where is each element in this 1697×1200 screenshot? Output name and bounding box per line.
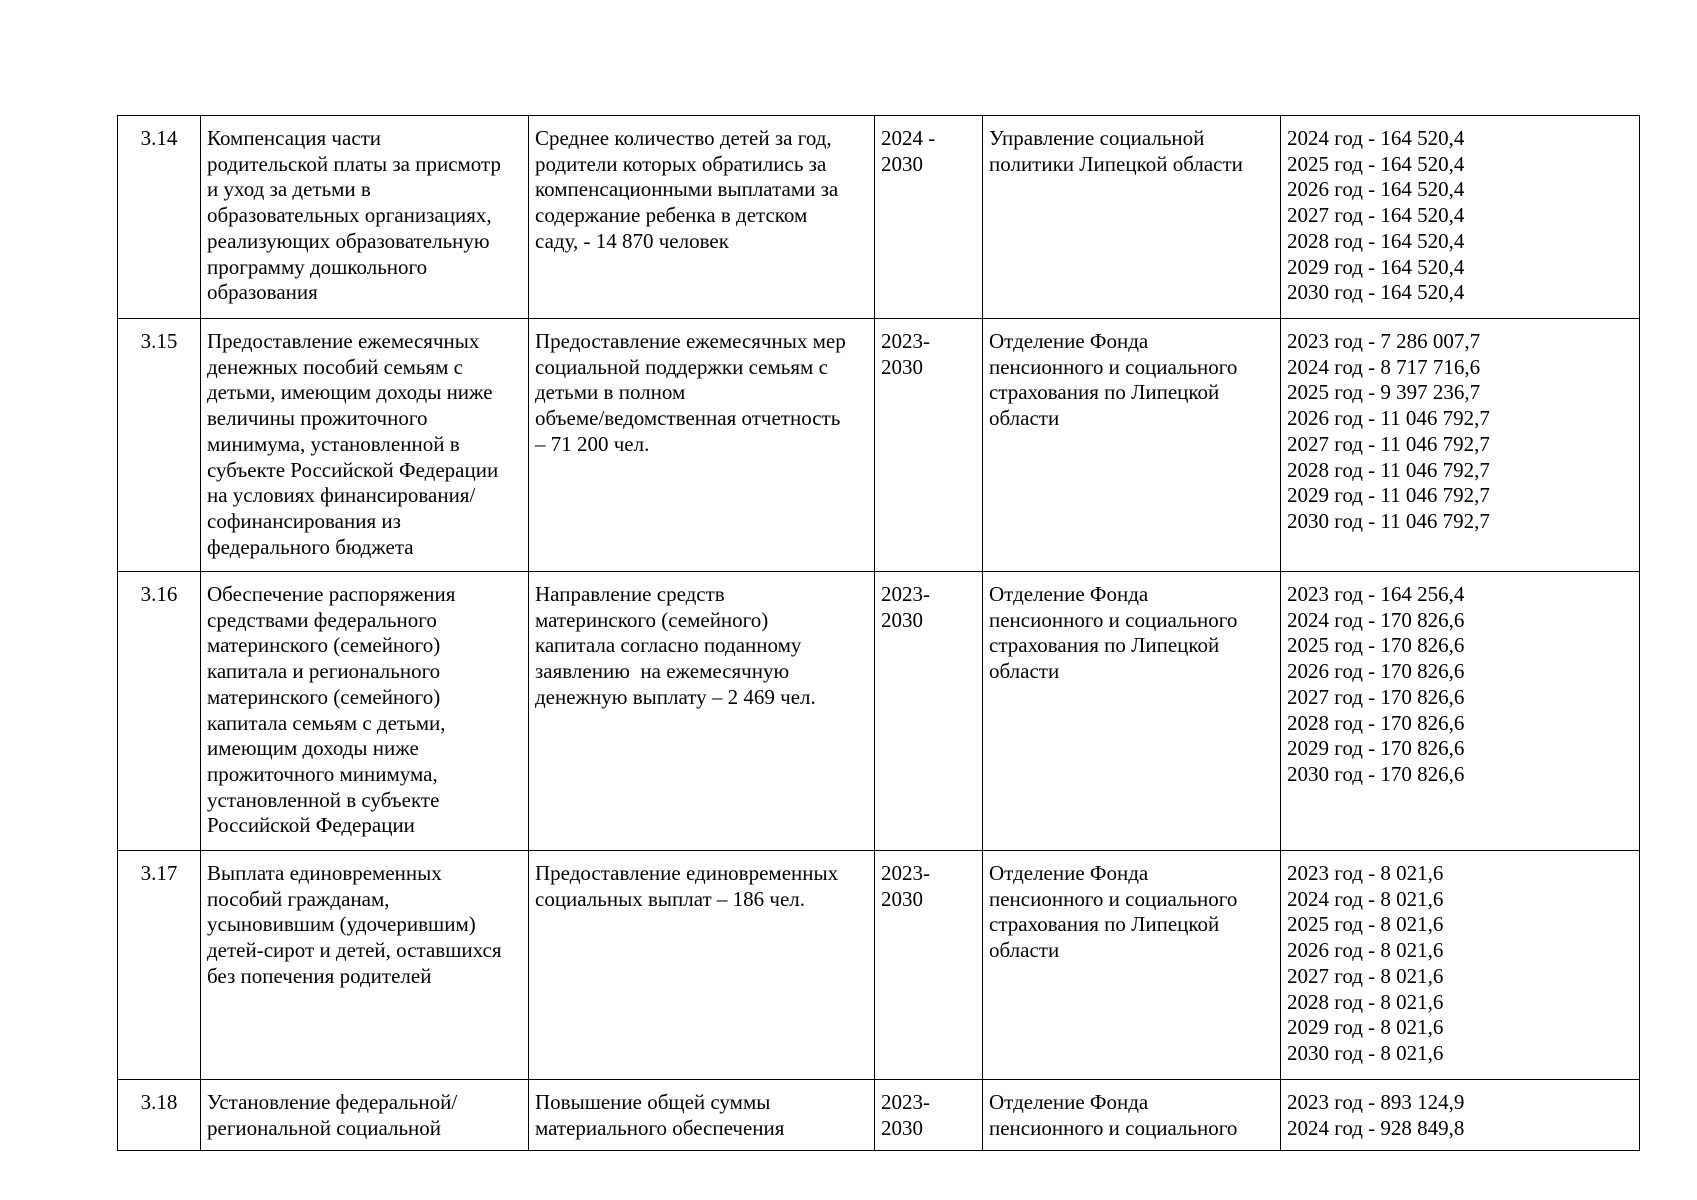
indicator-line: заявлению на ежемесячную — [535, 659, 790, 684]
measure-name-line: средствами федерального — [207, 607, 437, 632]
funding-line: 2023 год - 893 124,9 — [1287, 1090, 1465, 1114]
table-row — [118, 572, 1640, 851]
row-number-cell — [118, 851, 201, 1080]
period-line: 2030 — [881, 354, 923, 379]
measure-name-cell — [201, 851, 529, 1080]
measure-name-line: на условиях финансирования/ — [207, 483, 476, 508]
row-number: 3.15 — [140, 329, 178, 353]
measure-name-line: родительской платы за присмотр — [207, 151, 501, 176]
indicator-cell — [529, 319, 875, 572]
funding-line: 2024 год - 164 520,4 — [1287, 126, 1465, 150]
executor-line: Отделение Фонда — [989, 1090, 1149, 1114]
executor-line: области — [989, 938, 1060, 963]
measure-name-cell — [201, 572, 529, 851]
executor-line: Управление социальной — [989, 126, 1205, 150]
period-cell — [875, 851, 983, 1080]
measure-name-line: федерального бюджета — [207, 534, 414, 559]
funding-line: 2027 год - 164 520,4 — [1287, 203, 1465, 228]
funding-line: 2030 год - 11 046 792,7 — [1287, 508, 1490, 533]
measure-name-line: субъекте Российской Федерации — [207, 457, 499, 482]
indicator-line: социальных выплат – 186 чел. — [535, 886, 806, 911]
table-row — [118, 851, 1640, 1080]
measure-name-line: материнского (семейного) — [207, 684, 441, 709]
funding-line: 2029 год - 170 826,6 — [1287, 736, 1465, 761]
indicator-cell — [529, 116, 875, 319]
indicator-line: Повышение общей суммы — [535, 1090, 771, 1114]
row-number-cell — [118, 572, 201, 851]
executor-line: области — [989, 406, 1060, 431]
period-line: 2030 — [881, 1115, 923, 1140]
executor-cell — [983, 1080, 1281, 1151]
funding-line: 2027 год - 8 021,6 — [1287, 963, 1444, 988]
measure-name-line: установленной в субъекте — [207, 787, 440, 812]
row-number: 3.14 — [140, 126, 178, 150]
indicator-line: – 71 200 чел. — [535, 431, 650, 456]
period-line: 2023- — [881, 329, 930, 353]
measure-name-line: образования — [207, 280, 318, 305]
measure-name-line: Выплата единовременных — [207, 861, 442, 885]
row-number-cell — [118, 1080, 201, 1151]
row-number-cell — [118, 116, 201, 319]
measure-name-cell — [201, 319, 529, 572]
funding-line: 2029 год - 164 520,4 — [1287, 254, 1465, 279]
executor-line: политики Липецкой области — [989, 151, 1243, 176]
period-line: 2024 - — [881, 126, 936, 150]
measure-name-line: детьми, имеющим доходы ниже — [207, 380, 493, 405]
indicator-cell — [529, 851, 875, 1080]
measure-name-line: денежных пособий семьям с — [207, 354, 463, 379]
table-row — [118, 1080, 1640, 1151]
measure-name-line: софинансирования из — [207, 508, 401, 533]
funding-cell — [1281, 851, 1640, 1080]
measure-name-line: материнского (семейного) — [207, 633, 441, 658]
funding-line: 2023 год - 8 021,6 — [1287, 861, 1444, 885]
executor-line: страхования по Липецкой — [989, 633, 1220, 658]
table-row — [118, 319, 1640, 572]
indicator-line: родители которых обратились за — [535, 151, 827, 176]
row-number: 3.16 — [140, 582, 178, 606]
measure-name-line: Установление федеральной/ — [207, 1090, 458, 1114]
period-line: 2030 — [881, 151, 923, 176]
executor-line: пенсионного и социального — [989, 1115, 1238, 1140]
funding-line: 2030 год - 170 826,6 — [1287, 761, 1465, 786]
period-cell — [875, 572, 983, 851]
measure-name-line: и уход за детьми в — [207, 177, 371, 202]
measure-name-line: без попечения родителей — [207, 963, 432, 988]
measure-name-line: Предоставление ежемесячных — [207, 329, 480, 353]
indicator-line: денежную выплату – 2 469 чел. — [535, 684, 816, 709]
executor-cell — [983, 319, 1281, 572]
executor-cell — [983, 572, 1281, 851]
measure-name-line: минимума, установленной в — [207, 431, 460, 456]
funding-line: 2029 год - 11 046 792,7 — [1287, 483, 1490, 508]
row-number-cell — [118, 319, 201, 572]
indicator-line: материнского (семейного) — [535, 607, 769, 632]
period-line: 2030 — [881, 886, 923, 911]
period-line: 2023- — [881, 861, 930, 885]
funding-line: 2028 год - 164 520,4 — [1287, 228, 1465, 253]
funding-line: 2024 год - 170 826,6 — [1287, 607, 1465, 632]
executor-line: Отделение Фонда — [989, 329, 1149, 353]
indicator-line: Предоставление ежемесячных мер — [535, 329, 846, 353]
period-cell — [875, 116, 983, 319]
funding-line: 2029 год - 8 021,6 — [1287, 1015, 1444, 1040]
measure-name-line: региональной социальной — [207, 1115, 442, 1140]
funding-line: 2026 год - 8 021,6 — [1287, 938, 1444, 963]
measure-name-line: детей-сирот и детей, оставшихся — [207, 938, 502, 963]
funding-line: 2025 год - 9 397 236,7 — [1287, 380, 1481, 405]
indicator-line: объеме/ведомственная отчетность — [535, 406, 841, 431]
funding-cell — [1281, 1080, 1640, 1151]
funding-line: 2025 год - 164 520,4 — [1287, 151, 1465, 176]
measure-name-line: программу дошкольного — [207, 254, 428, 279]
indicator-line: компенсационными выплатами за — [535, 177, 839, 202]
funding-line: 2024 год - 8 021,6 — [1287, 886, 1444, 911]
indicator-line: капитала согласно поданному — [535, 633, 802, 658]
indicator-line: Среднее количество детей за год, — [535, 126, 832, 150]
executor-line: области — [989, 659, 1060, 684]
indicator-line: Предоставление единовременных — [535, 861, 839, 885]
funding-cell — [1281, 319, 1640, 572]
period-line: 2023- — [881, 582, 930, 606]
measure-name-line: усыновившим (удочерившим) — [207, 912, 476, 937]
measure-name-cell — [201, 1080, 529, 1151]
funding-line: 2030 год - 8 021,6 — [1287, 1040, 1444, 1065]
measure-name-line: величины прожиточного — [207, 406, 428, 431]
executor-cell — [983, 116, 1281, 319]
indicator-line: Направление средств — [535, 582, 725, 606]
period-cell — [875, 319, 983, 572]
measure-name-line: образовательных организациях, — [207, 203, 492, 228]
funding-line: 2024 год - 8 717 716,6 — [1287, 354, 1481, 379]
measure-name-cell — [201, 116, 529, 319]
funding-cell — [1281, 572, 1640, 851]
indicator-line: содержание ребенка в детском — [535, 203, 808, 228]
indicator-line: саду, - 14 870 человек — [535, 228, 729, 253]
period-cell — [875, 1080, 983, 1151]
funding-line: 2023 год - 164 256,4 — [1287, 582, 1465, 606]
measure-name-line: капитала семьям с детьми, — [207, 710, 446, 735]
funding-line: 2028 год - 8 021,6 — [1287, 989, 1444, 1014]
funding-line: 2026 год - 11 046 792,7 — [1287, 406, 1490, 431]
funding-line: 2026 год - 170 826,6 — [1287, 659, 1465, 684]
measure-name-line: реализующих образовательную — [207, 228, 490, 253]
indicator-line: социальной поддержки семьям с — [535, 354, 828, 379]
funding-line: 2028 год - 11 046 792,7 — [1287, 457, 1490, 482]
executor-line: пенсионного и социального — [989, 886, 1238, 911]
measure-name-line: Компенсация части — [207, 126, 382, 150]
period-line: 2023- — [881, 1090, 930, 1114]
funding-line: 2025 год - 8 021,6 — [1287, 912, 1444, 937]
executor-line: пенсионного и социального — [989, 354, 1238, 379]
funding-line: 2030 год - 164 520,4 — [1287, 280, 1465, 305]
executor-line: Отделение Фонда — [989, 582, 1149, 606]
executor-cell — [983, 851, 1281, 1080]
funding-cell — [1281, 116, 1640, 319]
measure-name-line: пособий гражданам, — [207, 886, 390, 911]
funding-line: 2026 год - 164 520,4 — [1287, 177, 1465, 202]
indicator-cell — [529, 572, 875, 851]
measure-name-line: Обеспечение распоряжения — [207, 582, 456, 606]
measure-name-line: прожиточного минимума, — [207, 761, 438, 786]
indicator-line: детьми в полном — [535, 380, 686, 405]
measure-name-line: Российской Федерации — [207, 813, 415, 838]
row-number: 3.18 — [140, 1090, 178, 1114]
executor-line: страхования по Липецкой — [989, 912, 1220, 937]
executor-line: Отделение Фонда — [989, 861, 1149, 885]
indicator-line: материального обеспечения — [535, 1115, 785, 1140]
row-number: 3.17 — [140, 861, 178, 885]
funding-line: 2027 год - 11 046 792,7 — [1287, 431, 1490, 456]
funding-line: 2023 год - 7 286 007,7 — [1287, 329, 1481, 353]
measure-name-line: имеющим доходы ниже — [207, 736, 419, 761]
executor-line: страхования по Липецкой — [989, 380, 1220, 405]
funding-line: 2027 год - 170 826,6 — [1287, 684, 1465, 709]
table-row — [118, 116, 1640, 319]
period-line: 2030 — [881, 607, 923, 632]
executor-line: пенсионного и социального — [989, 607, 1238, 632]
funding-line: 2024 год - 928 849,8 — [1287, 1115, 1465, 1140]
funding-line: 2025 год - 170 826,6 — [1287, 633, 1465, 658]
measures-table — [117, 115, 1640, 1151]
funding-line: 2028 год - 170 826,6 — [1287, 710, 1465, 735]
measure-name-line: капитала и регионального — [207, 659, 441, 684]
indicator-cell — [529, 1080, 875, 1151]
